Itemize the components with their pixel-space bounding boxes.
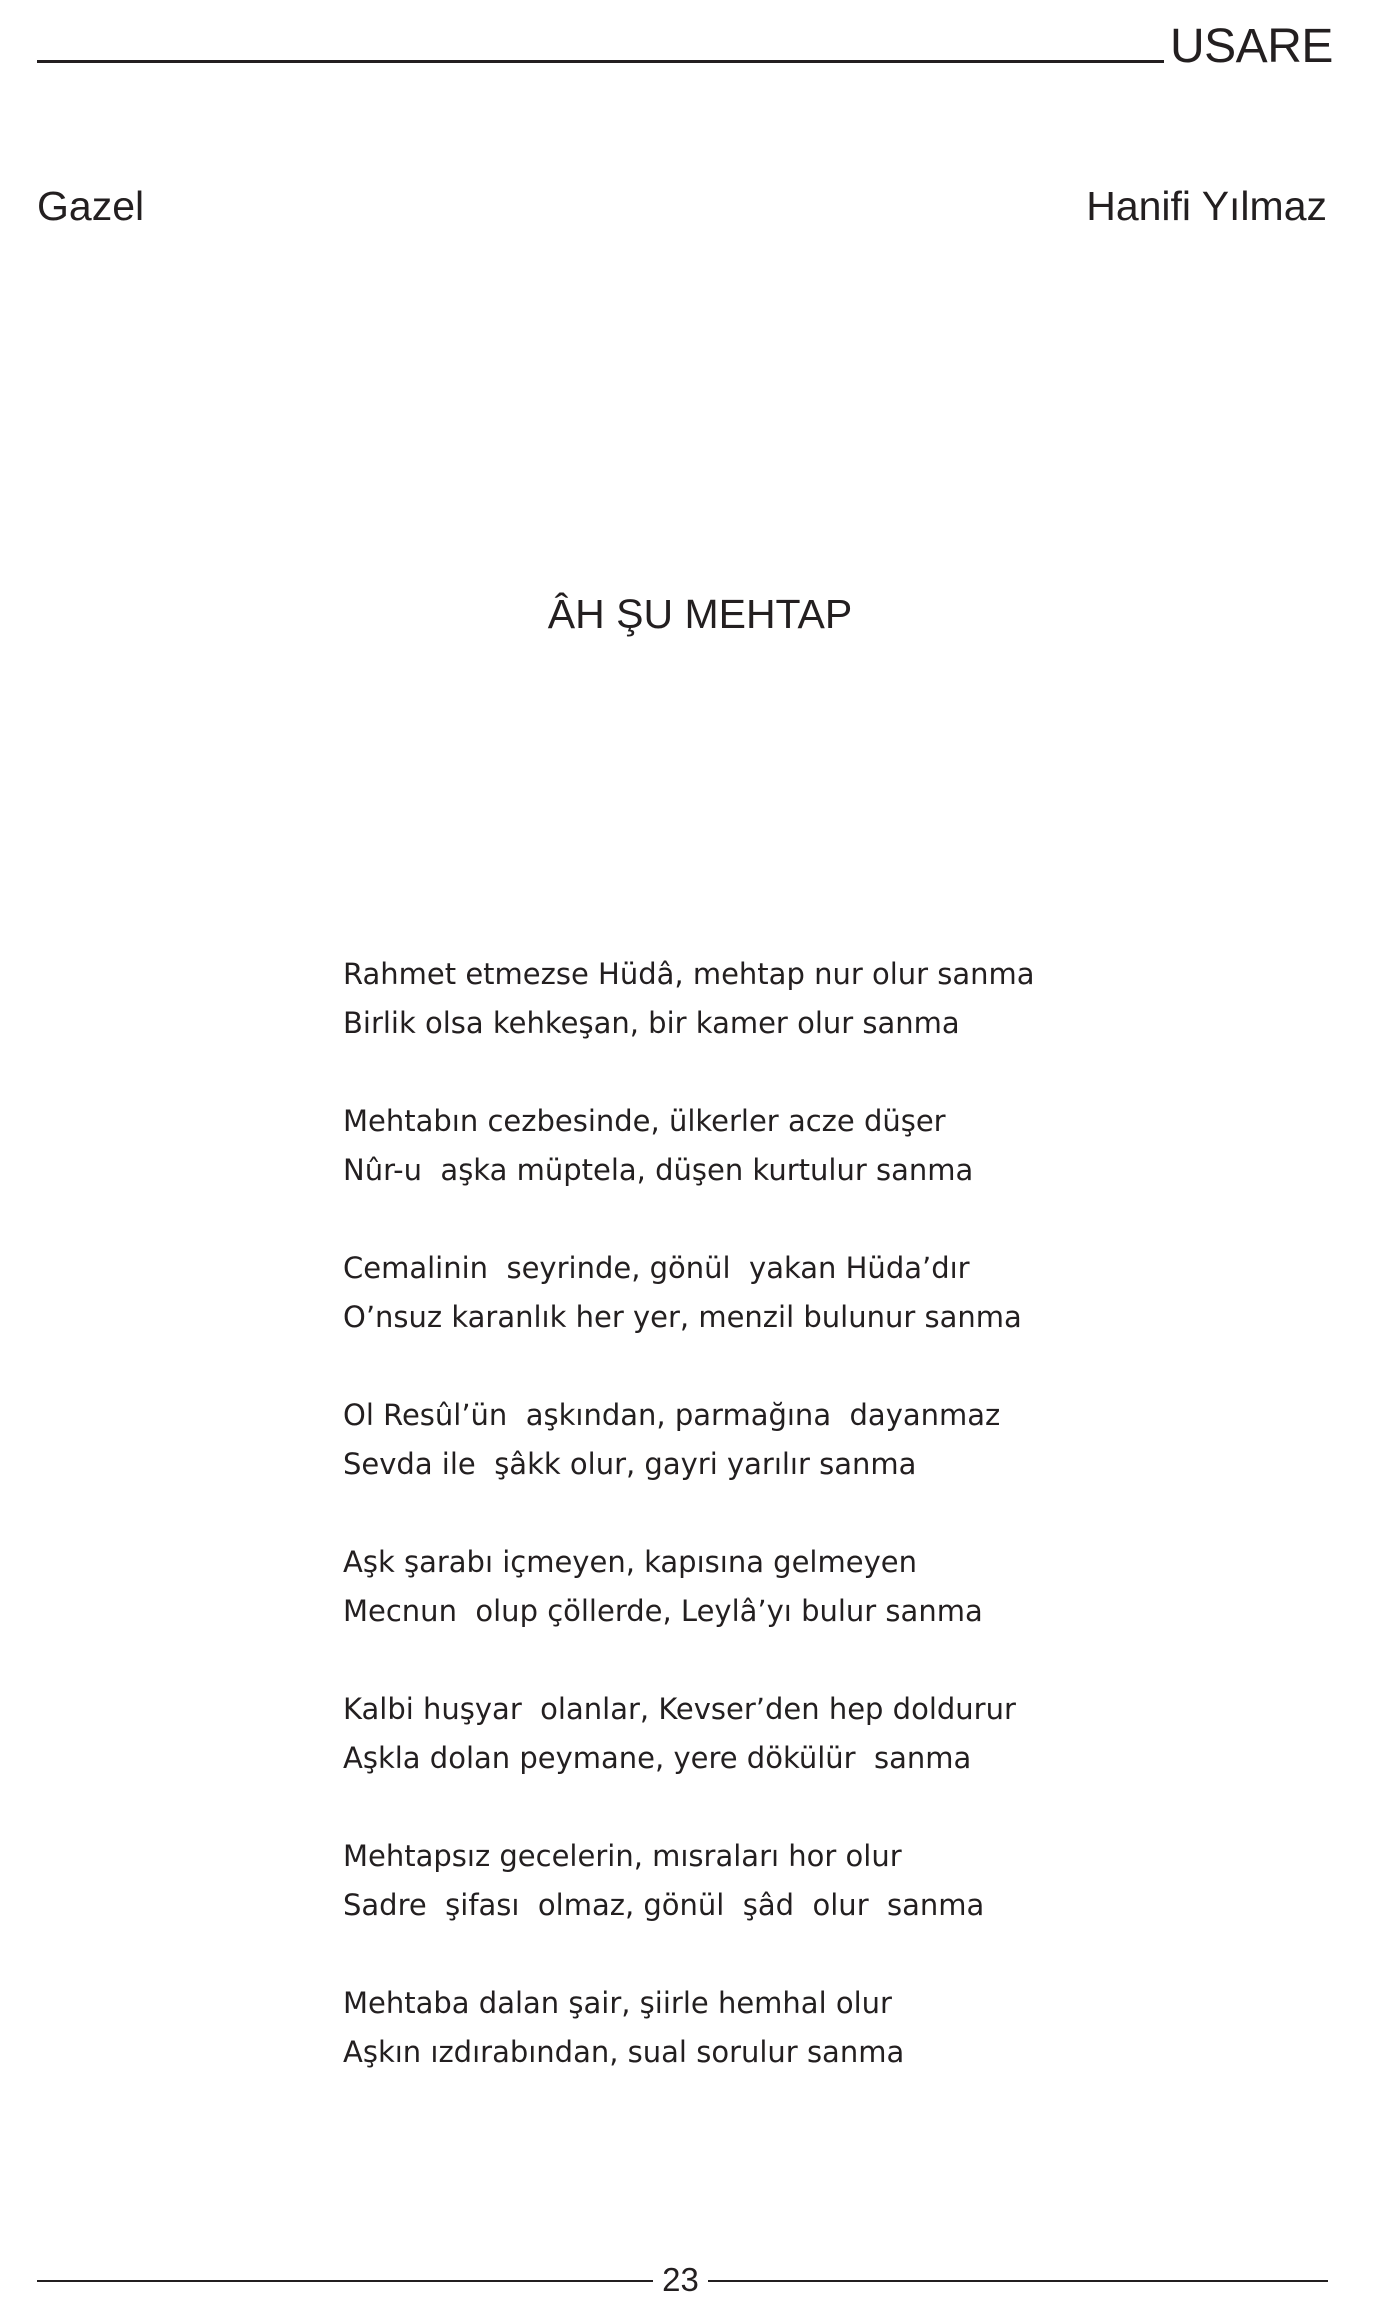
- stanza: [343, 1979, 1243, 2077]
- verse-line: Sevda ile şâkk olur, gayri yarılır sanma: [343, 1447, 917, 1481]
- page-number: 23: [662, 2261, 699, 2298]
- magazine-title: USARE: [1170, 20, 1333, 73]
- poem-body: [343, 950, 1243, 2126]
- footer-rule-right: [708, 2280, 1328, 2282]
- verse-line: Birlik olsa kehkeşan, bir kamer olur sanma: [343, 1006, 960, 1040]
- header-rule: [37, 60, 1164, 63]
- footer-rule-left: [37, 2280, 653, 2282]
- section-label: Gazel: [37, 183, 145, 229]
- verse-line: Ol Resûl’ün aşkından, parmağına dayanmaz: [343, 1398, 1001, 1432]
- stanza: [343, 1832, 1243, 1930]
- verse-line: Mehtabın cezbesinde, ülkerler acze düşer: [343, 1104, 946, 1138]
- stanza: [343, 1391, 1243, 1489]
- verse-line: Mehtapsız gecelerin, mısraları hor olur: [343, 1839, 902, 1873]
- stanza: [343, 1538, 1243, 1636]
- verse-line: Aşk şarabı içmeyen, kapısına gelmeyen: [343, 1545, 917, 1579]
- poem-title: ÂH ŞU MEHTAP: [547, 591, 853, 637]
- stanza: [343, 1685, 1243, 1783]
- verse-line: Mehtaba dalan şair, şiirle hemhal olur: [343, 1986, 892, 2020]
- verse-line: Rahmet etmezse Hüdâ, mehtap nur olur sanma: [343, 957, 1035, 991]
- stanza: [343, 950, 1243, 1048]
- stanza: [343, 1244, 1243, 1342]
- stanza: [343, 1097, 1243, 1195]
- verse-line: Cemalinin seyrinde, gönül yakan Hüda’dır: [343, 1251, 970, 1285]
- verse-line: Nûr-u aşka müptela, düşen kurtulur sanma: [343, 1153, 974, 1187]
- author-name: Hanifi Yılmaz: [1086, 183, 1327, 229]
- verse-line: Aşkla dolan peymane, yere dökülür sanma: [343, 1741, 972, 1775]
- verse-line: Aşkın ızdırabından, sual sorulur sanma: [343, 2035, 905, 2069]
- verse-line: Mecnun olup çöllerde, Leylâ’yı bulur sanma: [343, 1594, 983, 1628]
- verse-line: Kalbi huşyar olanlar, Kevser’den hep doldurur: [343, 1692, 1016, 1726]
- verse-line: O’nsuz karanlık her yer, menzil bulunur sanma: [343, 1300, 1022, 1334]
- verse-line: Sadre şifası olmaz, gönül şâd olur sanma: [343, 1888, 985, 1922]
